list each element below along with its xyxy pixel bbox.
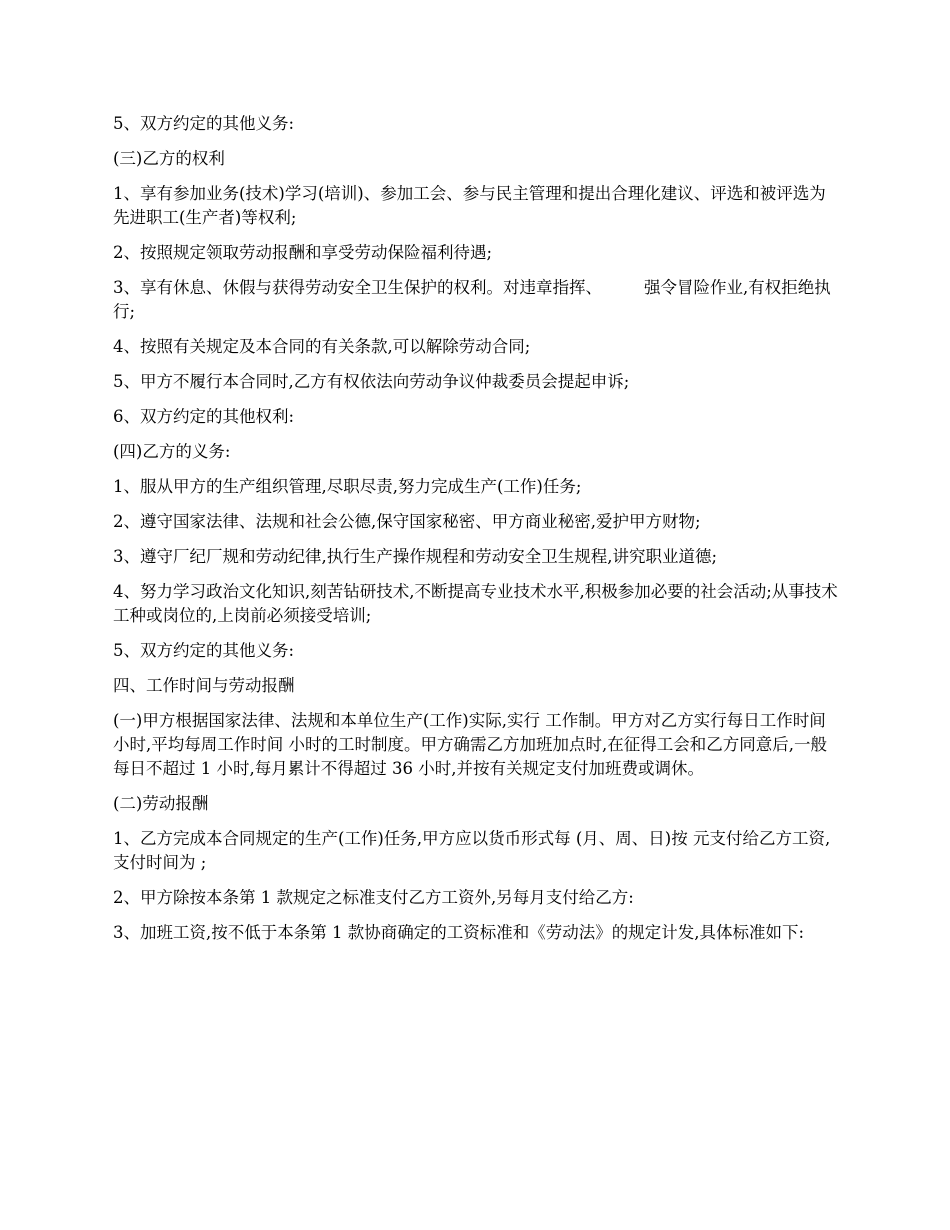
- paragraph-right-6: 6、双方约定的其他权利:: [113, 407, 295, 426]
- paragraph-work-time: (一)甲方根据国家法律、法规和本单位生产(工作)实际,实行 工作制。甲方对乙方实行每日工作时间 小时,平均每周工作时间 小时的工时制度。甲方确需乙方加班加点时,在征得工会和乙方同意后,一般每日不超过 1 小时,每月累计不得超过 36 小时,并按有关规定支付加班费或调休。: [113, 711, 831, 778]
- paragraph-right-2: 2、按照规定领取劳动报酬和享受劳动保险福利待遇;: [113, 243, 493, 262]
- paragraph-obligation-5: 5、双方约定的其他义务:: [113, 114, 295, 133]
- paragraph-duty-5: 5、双方约定的其他义务:: [113, 641, 295, 660]
- paragraph-duty-2: 2、遵守国家法律、法规和社会公德,保守国家秘密、甲方商业秘密,爱护甲方财物;: [113, 512, 701, 531]
- paragraph-duty-4: 4、努力学习政治文化知识,刻苦钻研技术,不断提高专业技术水平,积极参加必要的社会活动;从事技术工种或岗位的,上岗前必须接受培训;: [113, 582, 838, 625]
- paragraph-pay-1: 1、乙方完成本合同规定的生产(工作)任务,甲方应以货币形式每 (月、周、日)按 元支付给乙方工资,支付时间为 ;: [113, 829, 831, 872]
- heading-labor-pay: (二)劳动报酬: [113, 794, 209, 813]
- paragraph-right-4: 4、按照有关规定及本合同的有关条款,可以解除劳动合同;: [113, 337, 531, 356]
- paragraph-pay-3: 3、加班工资,按不低于本条第 1 款协商确定的工资标准和《劳动法》的规定计发,具体标准如下:: [113, 923, 805, 942]
- heading-party-b-rights: (三)乙方的权利: [113, 149, 225, 168]
- paragraph-duty-3: 3、遵守厂纪厂规和劳动纪律,执行生产操作规程和劳动安全卫生规程,讲究职业道德;: [113, 547, 718, 566]
- paragraph-right-5: 5、甲方不履行本合同时,乙方有权依法向劳动争议仲裁委员会提起申诉;: [113, 372, 630, 391]
- section-heading-work-time-pay: 四、工作时间与劳动报酬: [113, 676, 295, 695]
- paragraph-right-3: 3、享有休息、休假与获得劳动安全卫生保护的权利。对违章指挥、 强令冒险作业,有权拒绝执行;: [113, 278, 831, 321]
- heading-party-b-obligations: (四)乙方的义务:: [113, 442, 231, 461]
- paragraph-pay-2: 2、甲方除按本条第 1 款规定之标准支付乙方工资外,另每月支付给乙方:: [113, 888, 634, 907]
- paragraph-right-1: 1、享有参加业务(技术)学习(培训)、参加工会、参与民主管理和提出合理化建议、评选和被评选为先进职工(生产者)等权利;: [113, 184, 826, 227]
- paragraph-duty-1: 1、服从甲方的生产组织管理,尽职尽责,努力完成生产(工作)任务;: [113, 477, 582, 496]
- document-body: [113, 112, 838, 956]
